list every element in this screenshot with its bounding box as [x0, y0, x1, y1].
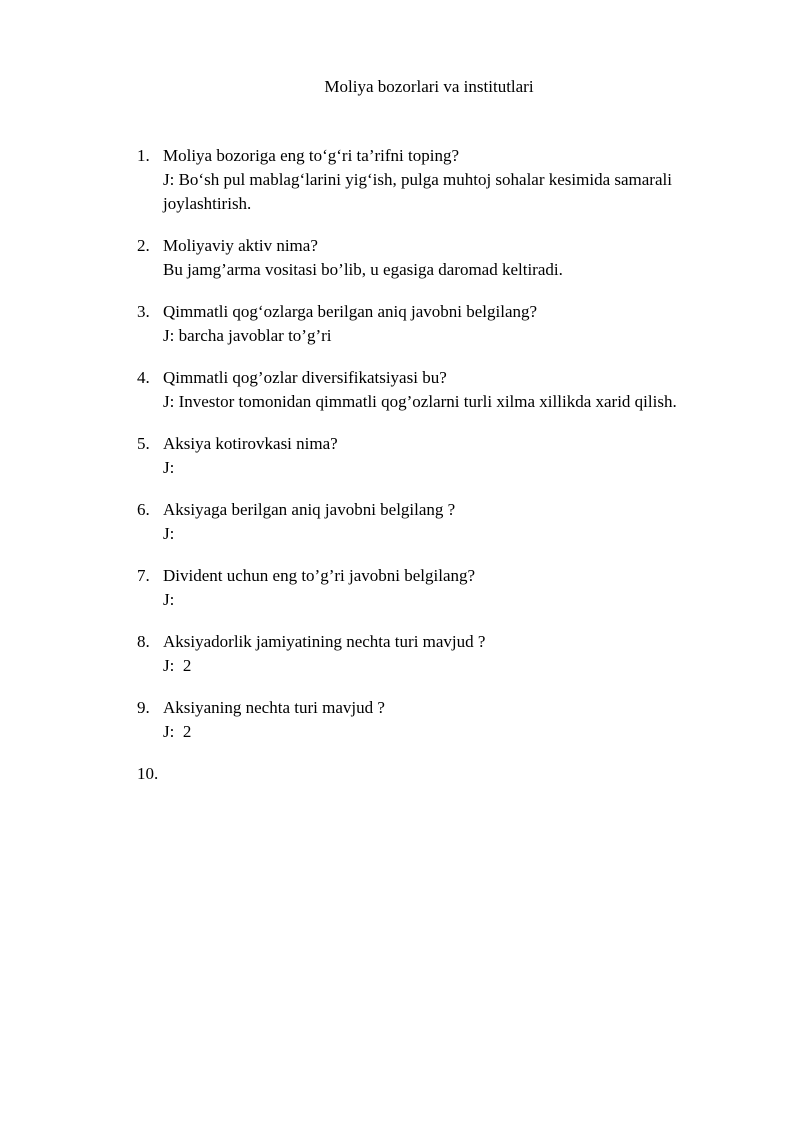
- question-text: Moliya bozoriga eng to‘g‘ri ta’rifni toping?: [163, 146, 459, 165]
- question-text: Moliyaviy aktiv nima?: [163, 236, 318, 255]
- question-text: Qimmatli qog‘ozlarga berilgan aniq javobni belgilang?: [163, 302, 538, 321]
- answer-text: J: Bo‘sh pul mablag‘larini yig‘ish, pulga muhtoj sohalar kesimida samarali joylashtirish.: [163, 170, 677, 213]
- question-text: Aksiyaning nechta turi mavjud ?: [163, 698, 385, 717]
- item-number: 8.: [137, 632, 150, 651]
- question-list: [137, 144, 737, 783]
- question-text: Divident uchun eng to’g’ri javobni belgilang?: [163, 566, 476, 585]
- answer-text: J: 2: [163, 722, 192, 741]
- item-number: 6.: [137, 500, 150, 519]
- answer-text: J:: [163, 458, 175, 477]
- question-text: Qimmatli qog’ozlar diversifikatsiyasi bu?: [163, 368, 447, 387]
- item-number: 3.: [137, 302, 150, 321]
- document-title: Moliya bozorlari va institutlari: [324, 77, 534, 96]
- answer-text: Bu jamg’arma vositasi bo’lib, u egasiga daromad keltiradi.: [163, 260, 563, 279]
- item-number: 2.: [137, 236, 150, 255]
- list-item: [137, 234, 737, 282]
- item-number: 1.: [137, 146, 150, 165]
- question-text: Aksiyadorlik jamiyatining nechta turi mavjud ?: [163, 632, 486, 651]
- item-number: 5.: [137, 434, 150, 453]
- item-number: 9.: [137, 698, 150, 717]
- answer-text: J:: [163, 590, 175, 609]
- list-item: [137, 498, 737, 546]
- list-item: [137, 366, 737, 414]
- list-item: [137, 432, 737, 480]
- list-item: [137, 144, 737, 216]
- question-text: Aksiya kotirovkasi nima?: [163, 434, 338, 453]
- item-number: 10.: [137, 764, 159, 783]
- answer-text: J: Investor tomonidan qimmatli qog’ozlarni turli xilma xillikda xarid qilish.: [163, 392, 677, 411]
- question-text: Aksiyaga berilgan aniq javobni belgilang ?: [163, 500, 456, 519]
- item-number: 4.: [137, 368, 150, 387]
- answer-text: J: 2: [163, 656, 192, 675]
- list-item: [137, 630, 737, 678]
- answer-text: J: barcha javoblar to’g’ri: [163, 326, 332, 345]
- list-item: [137, 300, 737, 348]
- list-item: [137, 696, 737, 744]
- list-item: [137, 564, 737, 612]
- answer-text: J:: [163, 524, 175, 543]
- item-number: 7.: [137, 566, 150, 585]
